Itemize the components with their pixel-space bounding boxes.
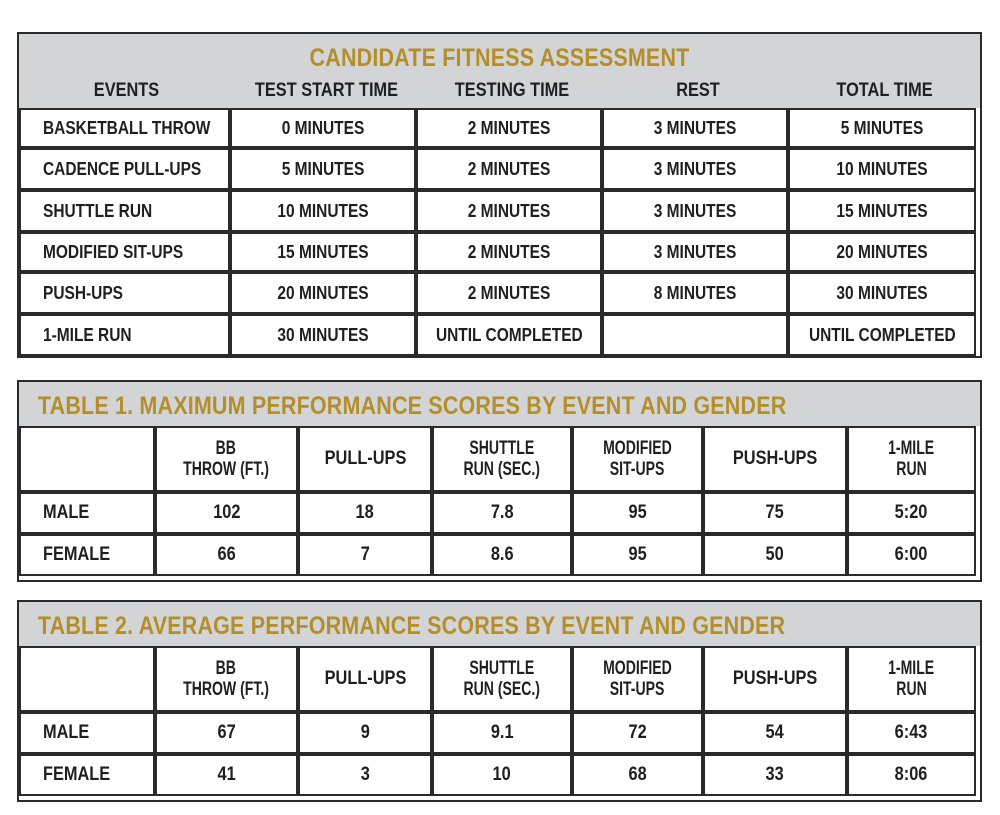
testing-time: 2 MINUTES: [416, 232, 602, 272]
header-events: EVENTS: [93, 80, 160, 101]
cell-value: 75: [703, 492, 847, 534]
cell-value: 6:00: [847, 534, 976, 576]
table-row: [19, 232, 976, 272]
rest-time: 3 MINUTES: [602, 232, 788, 272]
header-testing-time: TESTING TIME: [454, 80, 570, 101]
cell-value: 7: [298, 534, 432, 576]
cell-value: 54: [703, 712, 847, 754]
cell-value: 72: [572, 712, 703, 754]
table-row: [19, 108, 976, 148]
rest-time: 3 MINUTES: [602, 190, 788, 232]
average-performance-table: [17, 600, 982, 802]
cell-value: 41: [155, 754, 298, 796]
cell-value: 95: [572, 492, 703, 534]
rest-time: 3 MINUTES: [602, 108, 788, 148]
test-start-time: 30 MINUTES: [230, 314, 416, 356]
event-name: PUSH-UPS: [19, 272, 230, 314]
assessment-title: CANDIDATE FITNESS ASSESSMENT: [309, 44, 690, 72]
total-time: 5 MINUTES: [788, 108, 976, 148]
row-label-male: MALE: [19, 492, 155, 534]
test-start-time: 20 MINUTES: [230, 272, 416, 314]
test-start-time: 5 MINUTES: [230, 148, 416, 190]
rest-time: [602, 314, 788, 356]
row-label-female: FEMALE: [19, 534, 155, 576]
header-rest: REST: [676, 80, 720, 101]
header-modified-sit-ups: MODIFIED SIT-UPS: [572, 646, 703, 712]
table1-grid: [19, 426, 976, 576]
max-performance-table: [17, 380, 982, 582]
header-shuttle-run: SHUTTLE RUN (SEC.): [432, 646, 572, 712]
table-row: [19, 190, 976, 232]
testing-time: UNTIL COMPLETED: [416, 314, 602, 356]
header-blank: [19, 426, 155, 492]
cell-value: 3: [298, 754, 432, 796]
event-name: BASKETBALL THROW: [19, 108, 230, 148]
header-1-mile-run: 1-MILE RUN: [847, 426, 976, 492]
table2-grid: [19, 646, 976, 796]
cell-value: 68: [572, 754, 703, 796]
table2-title: TABLE 2. AVERAGE PERFORMANCE SCORES BY EVENT AND GENDER: [37, 612, 786, 640]
total-time: 30 MINUTES: [788, 272, 976, 314]
assessment-grid: [19, 108, 976, 356]
cell-value: 5:20: [847, 492, 976, 534]
row-label-male: MALE: [19, 712, 155, 754]
testing-time: 2 MINUTES: [416, 148, 602, 190]
cell-value: 9.1: [432, 712, 572, 754]
event-name: SHUTTLE RUN: [19, 190, 230, 232]
testing-time: 2 MINUTES: [416, 190, 602, 232]
header-push-ups: PUSH-UPS: [703, 646, 847, 712]
header-bb-throw: BB THROW (FT.): [155, 426, 298, 492]
test-start-time: 10 MINUTES: [230, 190, 416, 232]
header-test-start-time: TEST START TIME: [254, 80, 399, 101]
table-row: [19, 148, 976, 190]
table1-header-band: [19, 382, 980, 426]
testing-time: 2 MINUTES: [416, 108, 602, 148]
event-name: MODIFIED SIT-UPS: [19, 232, 230, 272]
cell-value: 10: [432, 754, 572, 796]
event-name: 1-MILE RUN: [19, 314, 230, 356]
assessment-header-band: [19, 34, 980, 108]
cell-value: 50: [703, 534, 847, 576]
table-header-row: [19, 646, 976, 712]
table-row: [19, 492, 976, 534]
cell-value: 8.6: [432, 534, 572, 576]
cell-value: 67: [155, 712, 298, 754]
total-time: 20 MINUTES: [788, 232, 976, 272]
cell-value: 8:06: [847, 754, 976, 796]
total-time: 15 MINUTES: [788, 190, 976, 232]
header-bb-throw: BB THROW (FT.): [155, 646, 298, 712]
cell-value: 9: [298, 712, 432, 754]
header-blank: [19, 646, 155, 712]
table-row: [19, 314, 976, 356]
cell-value: 18: [298, 492, 432, 534]
cell-value: 95: [572, 534, 703, 576]
header-pull-ups: PULL-UPS: [298, 646, 432, 712]
cell-value: 66: [155, 534, 298, 576]
header-total-time: TOTAL TIME: [836, 80, 933, 101]
table-row: [19, 712, 976, 754]
test-start-time: 0 MINUTES: [230, 108, 416, 148]
header-pull-ups: PULL-UPS: [298, 426, 432, 492]
event-name: CADENCE PULL-UPS: [19, 148, 230, 190]
table-row: [19, 272, 976, 314]
total-time: UNTIL COMPLETED: [788, 314, 976, 356]
table2-header-band: [19, 602, 980, 646]
table-row: [19, 754, 976, 796]
table1-title: TABLE 1. MAXIMUM PERFORMANCE SCORES BY EVENT AND GENDER: [37, 392, 787, 420]
test-start-time: 15 MINUTES: [230, 232, 416, 272]
assessment-schedule-table: [17, 32, 982, 358]
cell-value: 33: [703, 754, 847, 796]
header-1-mile-run: 1-MILE RUN: [847, 646, 976, 712]
table-header-row: [19, 426, 976, 492]
row-label-female: FEMALE: [19, 754, 155, 796]
cell-value: 7.8: [432, 492, 572, 534]
header-modified-sit-ups: MODIFIED SIT-UPS: [572, 426, 703, 492]
table-row: [19, 534, 976, 576]
header-push-ups: PUSH-UPS: [703, 426, 847, 492]
header-shuttle-run: SHUTTLE RUN (SEC.): [432, 426, 572, 492]
rest-time: 3 MINUTES: [602, 148, 788, 190]
testing-time: 2 MINUTES: [416, 272, 602, 314]
cell-value: 6:43: [847, 712, 976, 754]
total-time: 10 MINUTES: [788, 148, 976, 190]
cell-value: 102: [155, 492, 298, 534]
rest-time: 8 MINUTES: [602, 272, 788, 314]
